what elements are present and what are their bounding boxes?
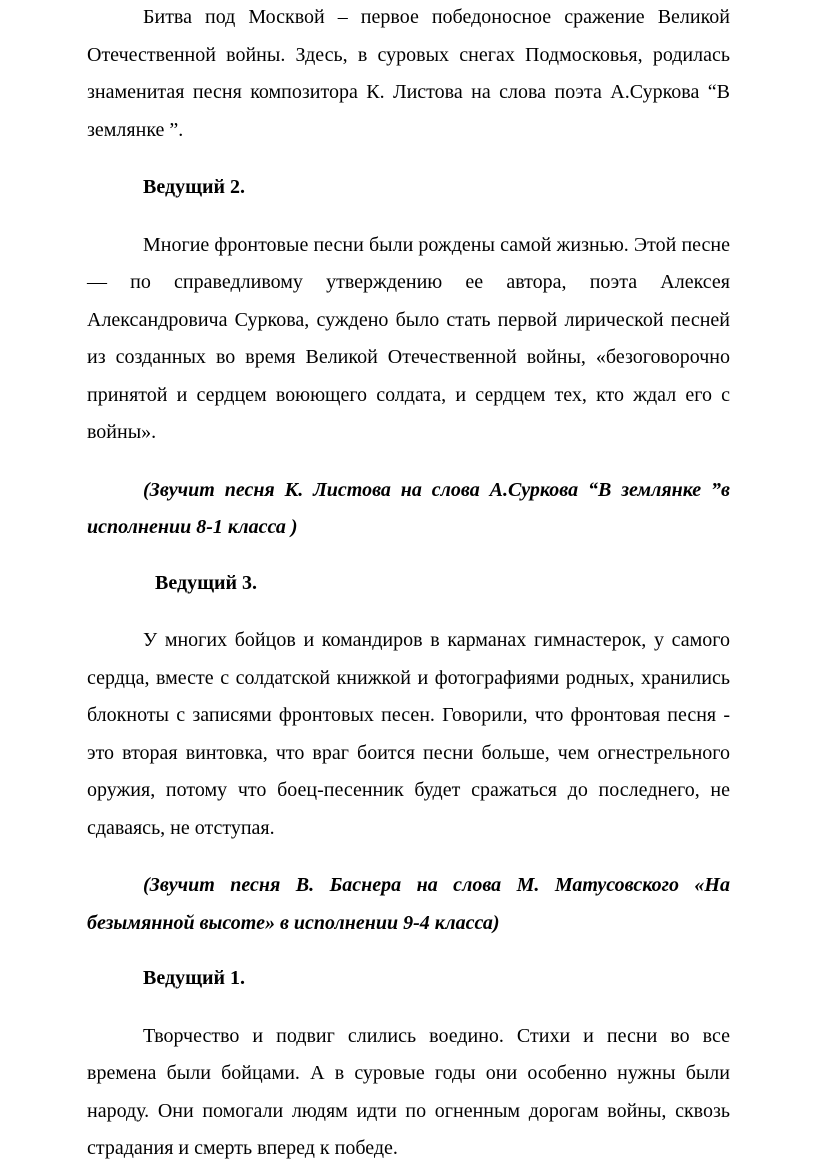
heading-presenter-3: Ведущий 3. — [155, 571, 258, 594]
heading-presenter-2: Ведущий 2. — [143, 176, 246, 198]
paragraph-frontline-songs: Многие фронтовые песни были рождены самой жизнью. Этой песне — по справедливому утверждению ее автора, поэта Алексея Александровича Суркова, суждено было стать первой лирической песней из созданных во время Великой Отечественной войны, «безоговорочно принятой и сердцем воюющего солдата, и сердцем тех, кто ждал его с войны». — [87, 233, 730, 443]
heading-presenter-1: Ведущий 1. — [143, 967, 246, 989]
paragraph-creativity-and-feat: Творчество и подвиг слились воедино. Стихи и песни во все времена были бойцами. А в суровые годы они особенно нужны были народу. Они помогали людям идти по огненным дорогам войны, сквозь страдания и смерть вперед к победе. — [87, 1024, 730, 1159]
stage-direction-nameless-height: (Звучит песня В. Баснера на слова М. Матусовского «На безымянной высоте» в исполнении 9-4 класса) — [87, 874, 730, 934]
document-page — [87, 0, 730, 1168]
paragraph-soldier-notebooks: У многих бойцов и командиров в карманах гимнастерок, у самого сердца, вместе с солдатской книжкой и фотографиями родных, хранились блокноты с записями фронтовых песен. Говорили, что фронтовая песня - это вторая винтовка, что враг боится песни больше, чем огнестрельного оружия, потому что боец-песенник будет сражаться до последнего, не сдаваясь, не отступая. — [87, 629, 730, 839]
paragraph-moscow-battle: Битва под Москвой – первое победоносное сражение Великой Отечественной войны. Здесь, в суровых снегах Подмосковья, родилась знаменитая песня композитора К. Листова на слова поэта А.Суркова “В землянке ”. — [87, 6, 730, 141]
stage-direction-zemlyanka: (Звучит песня К. Листова на слова А.Суркова “В землянке ”в исполнении 8-1 класса ) — [87, 478, 730, 538]
